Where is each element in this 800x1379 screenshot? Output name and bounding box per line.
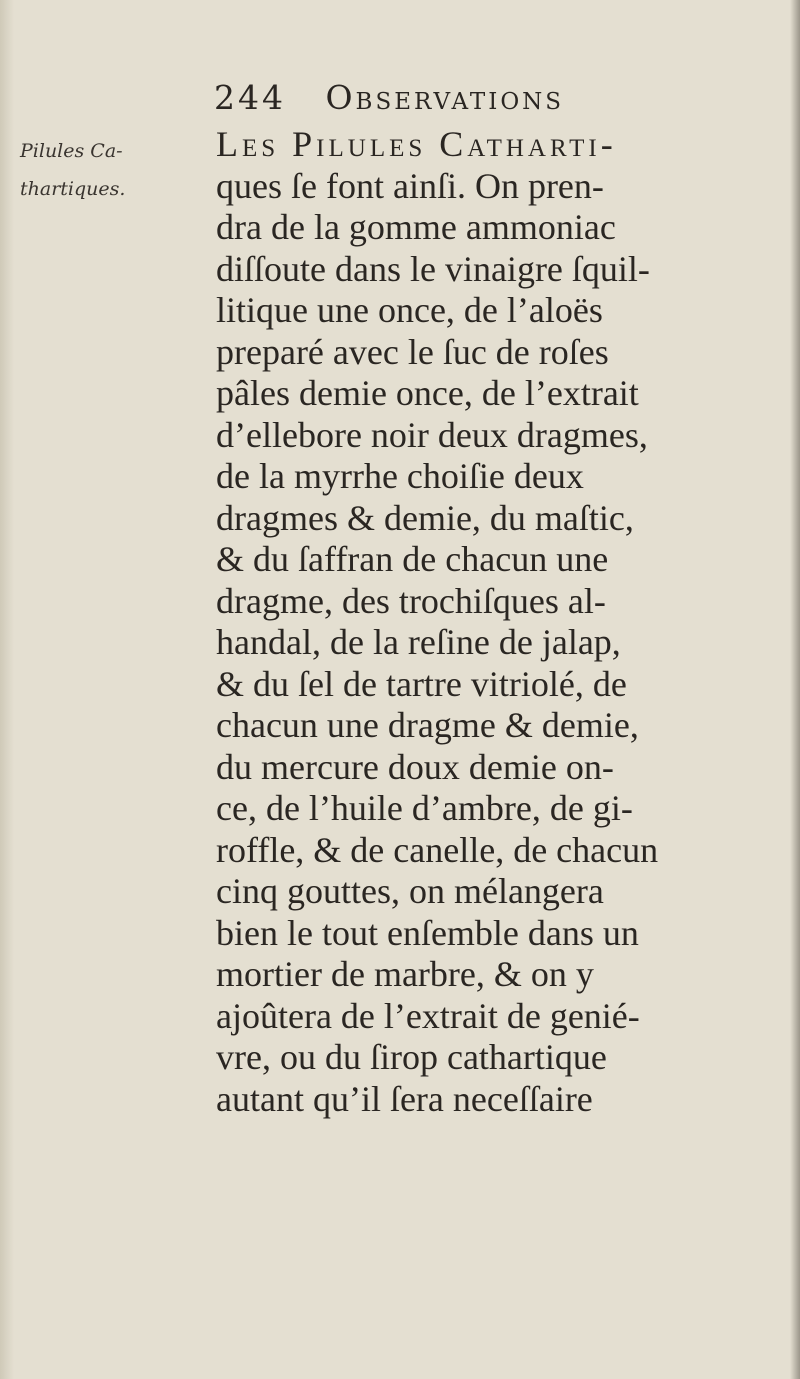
text-line: ques ſe font ainſi. On pren- <box>216 165 604 206</box>
text-line: litique une once, de l’aloës <box>216 290 603 330</box>
text-line: dragmes & demie, du maſtic, <box>216 497 634 538</box>
page-number: 244 <box>214 78 286 117</box>
text-line: Les Pilules Catharti- <box>216 124 617 164</box>
text-line: de la myrrhe choiſie deux <box>216 456 584 496</box>
text-line: cinq gouttes, on mélangera <box>216 871 604 911</box>
text-line: ajoûtera de l’extrait de genié- <box>216 995 640 1036</box>
text-line: ce, de l’huile d’ambre, de gi- <box>216 788 633 828</box>
text-line: vre, ou du ſirop cathartique <box>216 1037 607 1077</box>
margin-note-line: thartiques. <box>20 178 126 200</box>
text-line: d’ellebore noir deux dragmes, <box>216 414 648 455</box>
text-line: chacun une dragme & demie, <box>216 705 639 745</box>
text-line: pâles demie once, de l’extrait <box>216 373 639 413</box>
body-text <box>216 124 776 1120</box>
text-line: mortier de marbre, & on y <box>216 954 594 994</box>
text-line: dragme, des trochiſques al- <box>216 580 606 621</box>
page-title: Observations <box>325 78 565 117</box>
text-line: dra de la gomme ammoniac <box>216 207 616 247</box>
text-line: autant qu’il ſera neceſſaire <box>216 1078 593 1119</box>
running-head <box>214 78 564 117</box>
text-line: & du ſel de tartre vitriolé, de <box>216 663 627 704</box>
text-line: bien le tout enſemble dans un <box>216 912 639 953</box>
text-line: handal, de la reſine de jalap, <box>216 622 621 662</box>
text-line: diſſoute dans le vinaigre ſquil- <box>216 248 650 289</box>
text-line: roffle, & de canelle, de chacun <box>216 829 659 870</box>
margin-note <box>20 132 210 208</box>
margin-note-line: Pilules Ca- <box>20 140 123 162</box>
text-line: du mercure doux demie on- <box>216 746 614 787</box>
text-line: & du ſaffran de chacun une <box>216 539 609 579</box>
text-line: preparé avec le ſuc de roſes <box>216 331 609 372</box>
